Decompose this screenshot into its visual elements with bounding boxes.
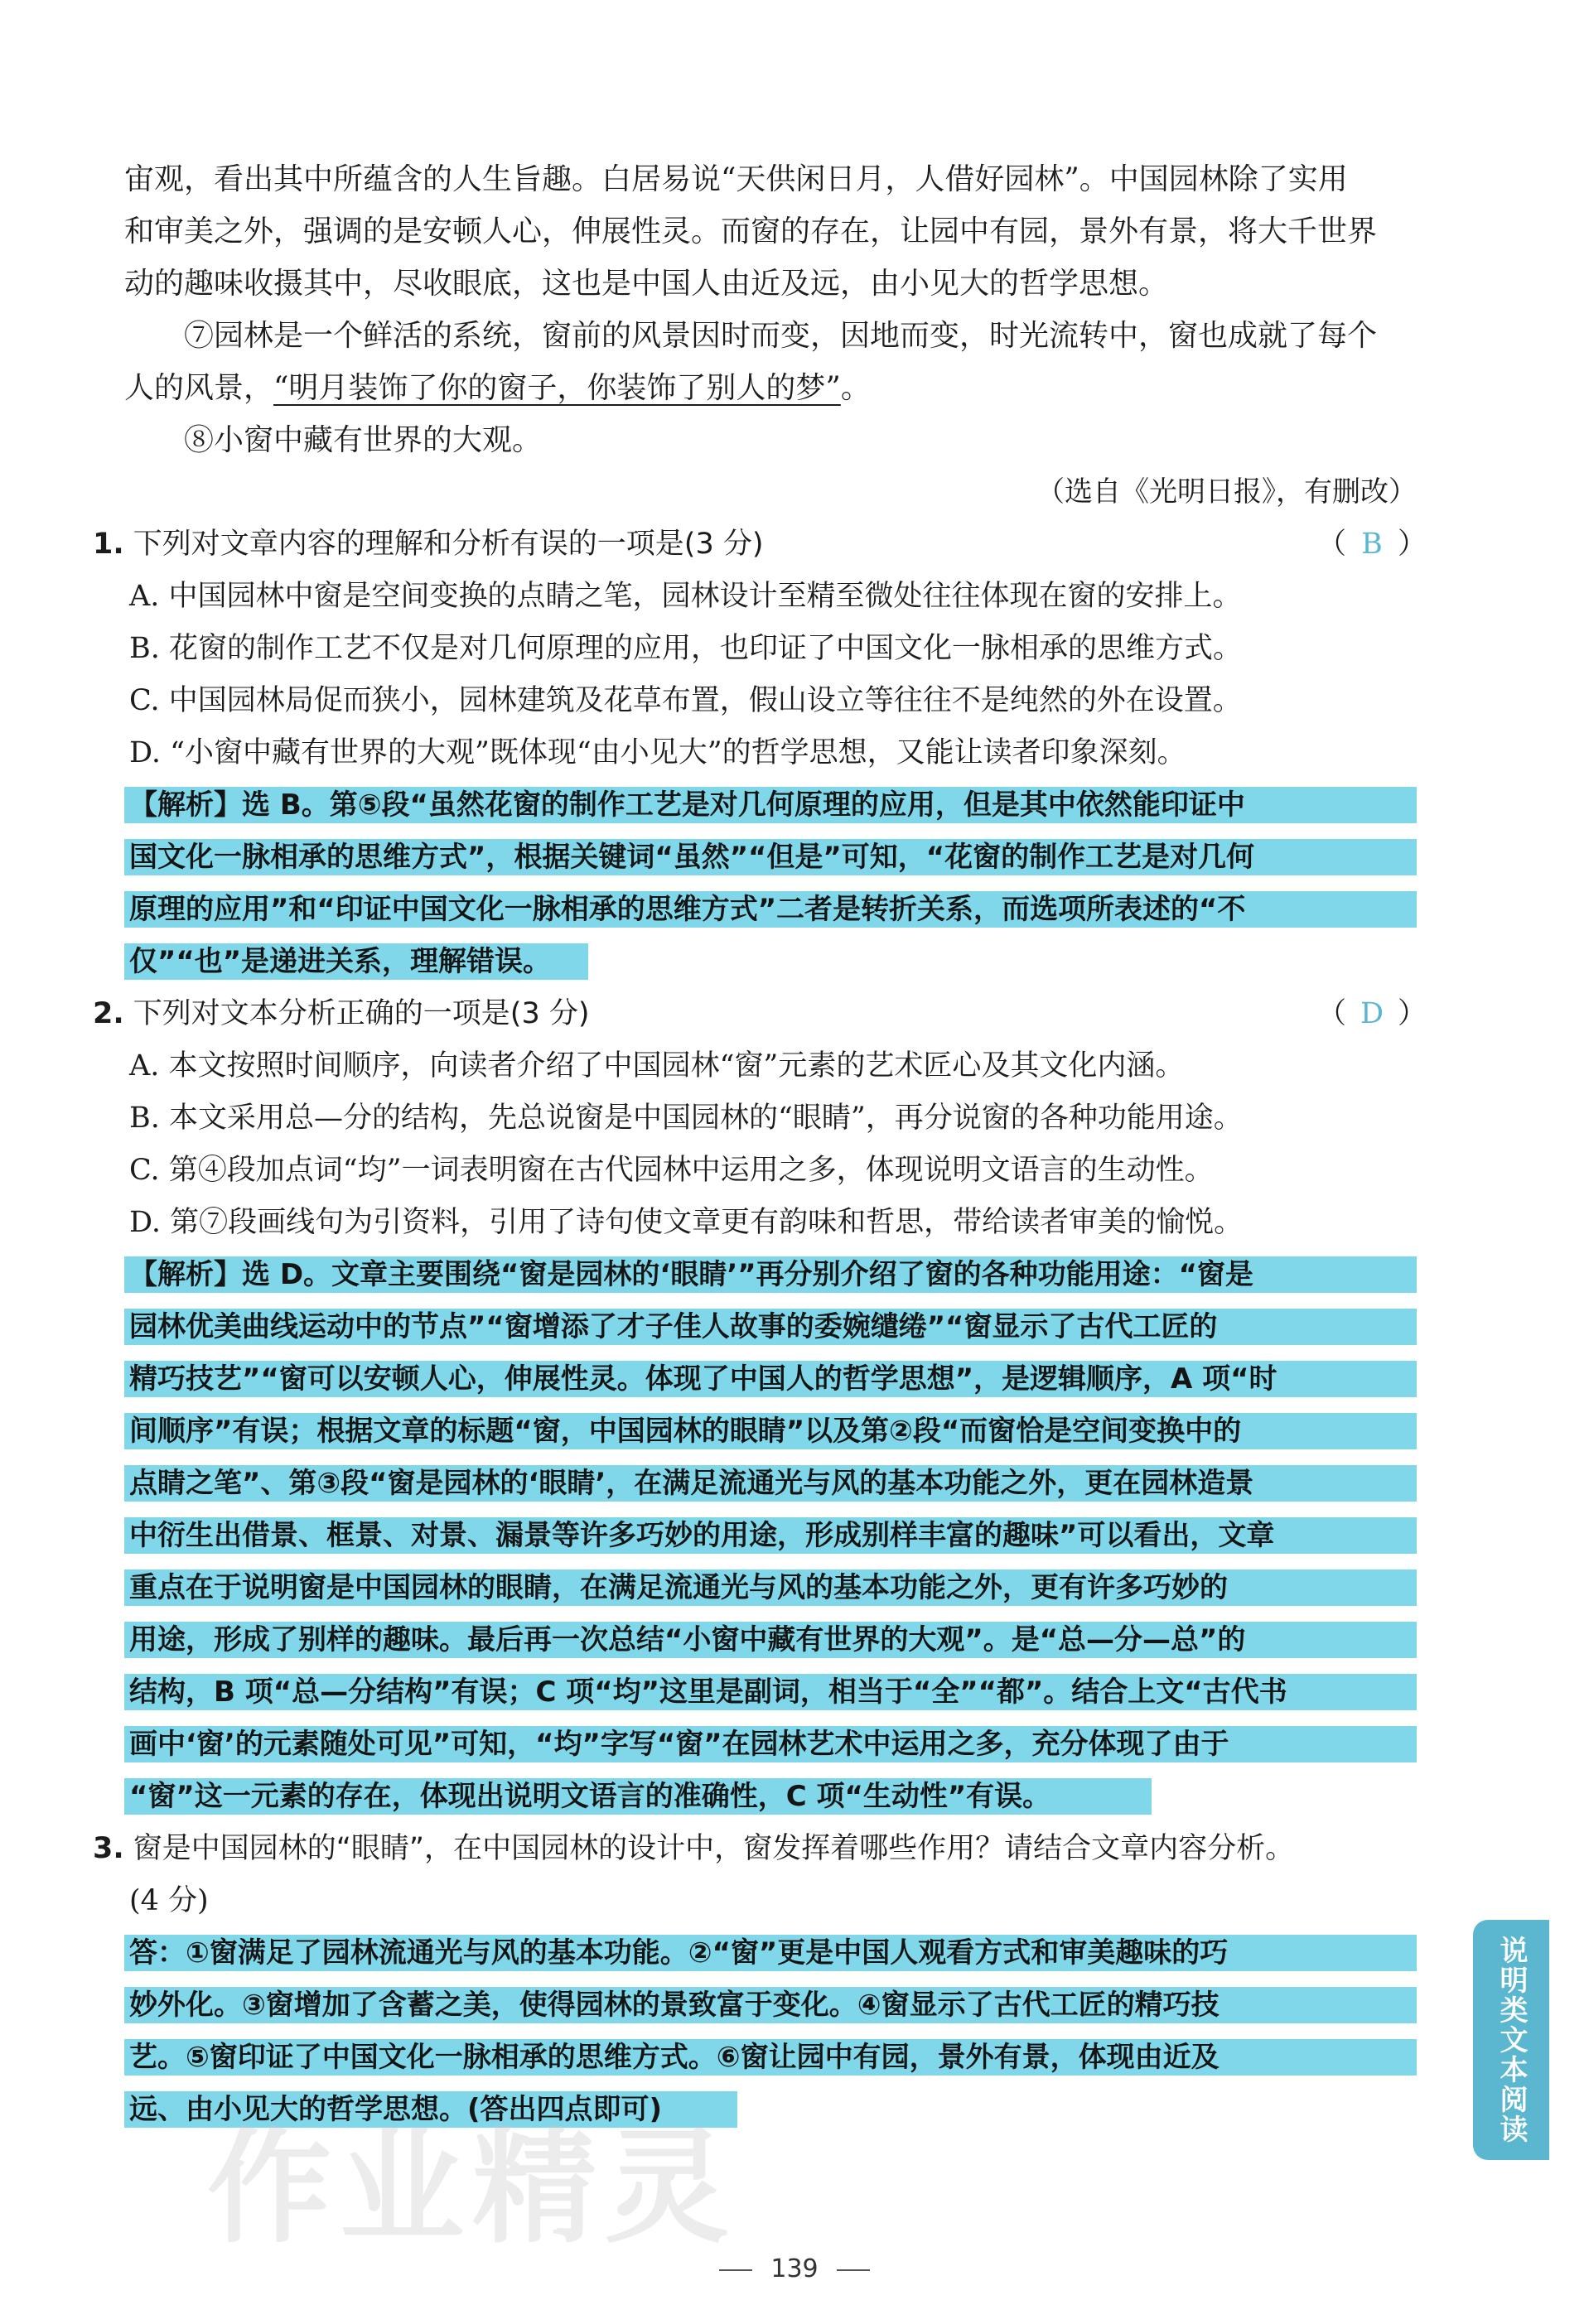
question-points: (4 分) xyxy=(129,1884,209,1917)
question-number: 3. xyxy=(93,1832,124,1865)
answer-line: 答：①窗满足了园林流通光与风的基本功能。②“窗”更是中国人观看方式和审美趣味的巧 xyxy=(129,1936,1229,1970)
question-text: 窗是中国园林的“眼睛”，在中国园林的设计中，窗发挥着哪些作用？请结合文章内容分析。 xyxy=(133,1832,1295,1865)
explanation-line: 结构，B 项“总—分结构”有误；C 项“均”这里是副词，相当于“全”“都”。结合上文“古代书 xyxy=(129,1675,1287,1709)
explanation-line: 间顺序”有误；根据文章的标题“窗，中国园林的眼睛”以及第②段“而窗恰是空间变换中的 xyxy=(129,1415,1242,1448)
option-d: D. 第⑦段画线句为引资料，引用了诗句使文章更有韵味和哲思，带给读者审美的愉悦。 xyxy=(129,1206,1244,1239)
question-text: 下列对文本分析正确的一项是(3 分) xyxy=(133,997,590,1030)
passage-line: 宙观，看出其中所蕴含的人生旨趣。白居易说“天供闲日月，人借好园林”。中国园林除了实用 xyxy=(124,162,1348,196)
option-c: C. 中国园林局促而狭小，园林建筑及花草布置，假山设立等往往不是纯然的外在设置。 xyxy=(129,684,1242,717)
explanation-line: 原理的应用”和“印证中国文化一脉相承的思维方式”二者是转折关系，而选项所表述的“不 xyxy=(129,893,1246,926)
passage-line: 和审美之外，强调的是安顿人心，伸展性灵。而窗的存在，让园中有园，景外有景，将大千世界 xyxy=(124,215,1378,248)
footer-dash xyxy=(719,2269,752,2271)
footer-dash xyxy=(837,2269,870,2271)
explanation-line: 中衍生出借景、框景、对景、漏景等许多巧妙的用途，形成别样丰富的趣味”可以看出，文章 xyxy=(129,1519,1275,1552)
explanation-line: 画中‘窗’的元素随处可见”可知，“均”字写“窗”在园林艺术中运用之多，充分体现了由于 xyxy=(129,1728,1229,1761)
passage-line: 动的趣味收摄其中，尽收眼底，这也是中国人由近及远，由小见大的哲学思想。 xyxy=(124,267,1169,301)
watermark: 作业精灵 xyxy=(207,2116,738,2260)
explanation-line: 园林优美曲线运动中的节点”“窗增添了才子佳人故事的委婉缱绻”“窗显示了古代工匠的 xyxy=(129,1310,1218,1343)
explanation-line: 点睛之笔”、第③段“窗是园林的‘眼睛’，在满足流通光与风的基本功能之外，更在园林造景 xyxy=(129,1467,1254,1500)
question-number: 1. xyxy=(93,528,124,561)
question-1 xyxy=(93,518,764,571)
question-number: 2. xyxy=(93,997,124,1030)
explanation-line: 【解析】选 B。第⑤段“虽然花窗的制作工艺是对几何原理的应用，但是其中依然能印证中 xyxy=(129,788,1245,822)
page-number-footer xyxy=(0,2254,1589,2283)
explanation-line: 仅”“也”是递进关系，理解错误。 xyxy=(129,945,552,978)
option-b: B. 本文采用总—分的结构，先总说窗是中国园林的“眼睛”，再分说窗的各种功能用途。 xyxy=(129,1102,1243,1135)
answer-line: 艺。⑤窗印证了中国文化一脉相承的思维方式。⑥窗让园中有园，景外有景，体现由近及 xyxy=(129,2041,1220,2074)
section-side-tab: 说明类文本阅读 xyxy=(1473,1920,1549,2160)
paragraph-8: ⑧小窗中藏有世界的大观。 xyxy=(184,423,543,457)
paragraph-7-line-2 xyxy=(124,362,1417,414)
option-a: A. 中国园林中窗是空间变换的点睛之笔，园林设计至精至微处往往体现在窗的安排上。 xyxy=(129,580,1242,613)
explanation-line: 用途，形成了别样的趣味。最后再一次总结“小窗中藏有世界的大观”。是“总—分—总”的 xyxy=(129,1623,1246,1656)
question-3 xyxy=(93,1823,1294,1875)
explanation-line: 【解析】选 D。文章主要围绕“窗是园林的‘眼睛’”再分别介绍了窗的各种功能用途：“窗是 xyxy=(129,1258,1253,1291)
answer-letter: D xyxy=(1360,997,1384,1030)
page-number: 139 xyxy=(770,2254,819,2283)
explanation-line: 重点在于说明窗是中国园林的眼睛，在满足流通光与风的基本功能之外，更有许多巧妙的 xyxy=(129,1571,1228,1604)
paragraph-7-line: ⑦园林是一个鲜活的系统，窗前的风景因时而变，因地而变，时光流转中，窗也成就了每个 xyxy=(184,319,1378,353)
question-2 xyxy=(93,988,590,1040)
explanation-line: 精巧技艺”“窗可以安顿人心，伸展性灵。体现了中国人的哲学思想”，是逻辑顺序，A 项“时 xyxy=(129,1362,1277,1396)
answer-line: 远、由小见大的哲学思想。(答出四点即可) xyxy=(129,2093,663,2126)
explanation-line: 国文化一脉相承的思维方式”，根据关键词“虽然”“但是”可知，“花窗的制作工艺是对几何 xyxy=(129,841,1255,874)
answer-line: 妙外化。③窗增加了含蓄之美，使得园林的景致富于变化。④窗显示了古代工匠的精巧技 xyxy=(129,1989,1220,2022)
answer-bracket-2: （ D ） xyxy=(1317,988,1427,1040)
answer-letter: B xyxy=(1361,528,1383,561)
source-citation: （选自《光明日报》，有删改） xyxy=(1036,475,1417,509)
underlined-quote: “明月装饰了你的窗子，你装饰了别人的梦” xyxy=(273,371,841,405)
option-b: B. 花窗的制作工艺不仅是对几何原理的应用，也印证了中国文化一脉相承的思维方式。 xyxy=(129,632,1242,665)
paragraph-7-prefix: 人的风景， xyxy=(124,371,274,405)
answer-bracket-1: （ B ） xyxy=(1317,518,1427,571)
option-d: D. “小窗中藏有世界的大观”既体现“由小见大”的哲学思想，又能让读者印象深刻。 xyxy=(129,736,1186,769)
paragraph-7-suffix: 。 xyxy=(840,371,871,405)
option-a: A. 本文按照时间顺序，向读者介绍了中国园林“窗”元素的艺术匠心及其文化内涵。 xyxy=(129,1049,1185,1082)
explanation-line: “窗”这一元素的存在，体现出说明文语言的准确性，C 项“生动性”有误。 xyxy=(129,1780,1051,1813)
question-text: 下列对文章内容的理解和分析有误的一项是(3 分) xyxy=(133,528,764,561)
option-c: C. 第④段加点词“均”一词表明窗在古代园林中运用之多，体现说明文语言的生动性。 xyxy=(129,1154,1214,1187)
